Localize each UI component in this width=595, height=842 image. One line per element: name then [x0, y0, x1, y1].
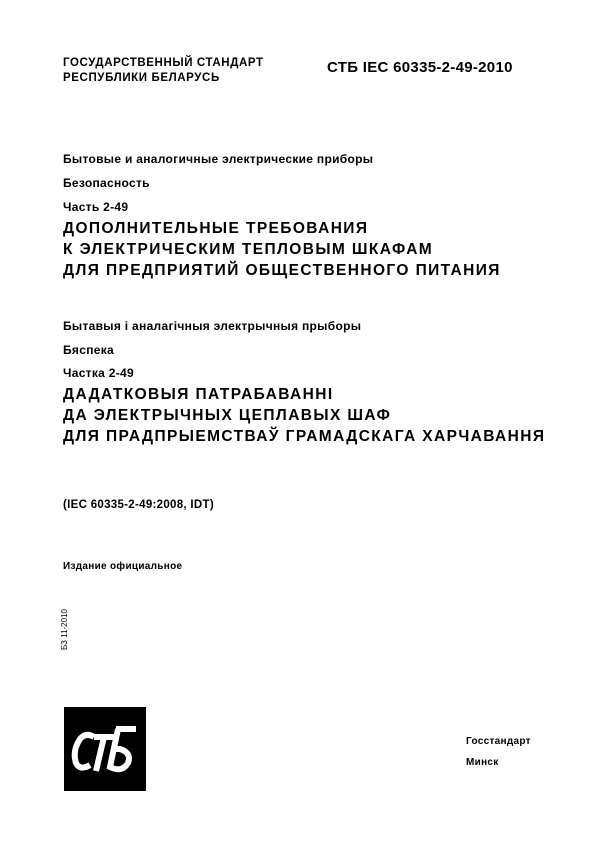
- ru-safety: Безопасность: [63, 176, 150, 190]
- header-org: [63, 56, 264, 86]
- publisher-city: Минск: [466, 757, 499, 768]
- by-title-line: ДА ЭЛЕКТРЫЧНЫХ ЦЕПЛАВЫХ ШАФ: [63, 407, 392, 424]
- by-title: [63, 384, 545, 447]
- ru-title-line: ДЛЯ ПРЕДПРИЯТИЙ ОБЩЕСТВЕННОГО ПИТАНИЯ: [63, 262, 501, 279]
- vertical-code: БЗ 11-2010: [60, 609, 69, 650]
- ru-title: [63, 218, 501, 281]
- by-part: Частка 2-49: [63, 366, 134, 380]
- by-safety: Бяспека: [63, 343, 115, 357]
- ru-general-title: Бытовые и аналогичные электрические приборы: [63, 152, 374, 166]
- header-org-line2: РЕСПУБЛИКИ БЕЛАРУСЬ: [63, 72, 220, 84]
- ru-title-line: ДОПОЛНИТЕЛЬНЫЕ ТРЕБОВАНИЯ: [63, 220, 369, 237]
- ru-title-line: К ЭЛЕКТРИЧЕСКИМ ТЕПЛОВЫМ ШКАФАМ: [63, 241, 434, 258]
- stb-logo-icon: [64, 707, 146, 791]
- publisher-name: Госстандарт: [466, 736, 531, 747]
- standard-code: СТБ IEC 60335-2-49-2010: [327, 59, 513, 76]
- stb-logo: [64, 707, 146, 791]
- iec-reference: (IEC 60335-2-49:2008, IDT): [63, 499, 214, 511]
- by-title-line: ДАДАТКОВЫЯ ПАТРАБАВАННІ: [63, 386, 334, 403]
- edition-note: Издание официальное: [63, 561, 183, 572]
- by-title-line: ДЛЯ ПРАДПРЫЕМСТВАЎ ГРАМАДСКАГА ХАРЧАВАННЯ: [63, 428, 546, 445]
- header-org-line1: ГОСУДАРСТВЕННЫЙ СТАНДАРТ: [63, 57, 264, 69]
- ru-part: Часть 2-49: [63, 200, 129, 214]
- by-general-title: Бытавыя і аналагічныя электрычныя прыборы: [63, 319, 362, 333]
